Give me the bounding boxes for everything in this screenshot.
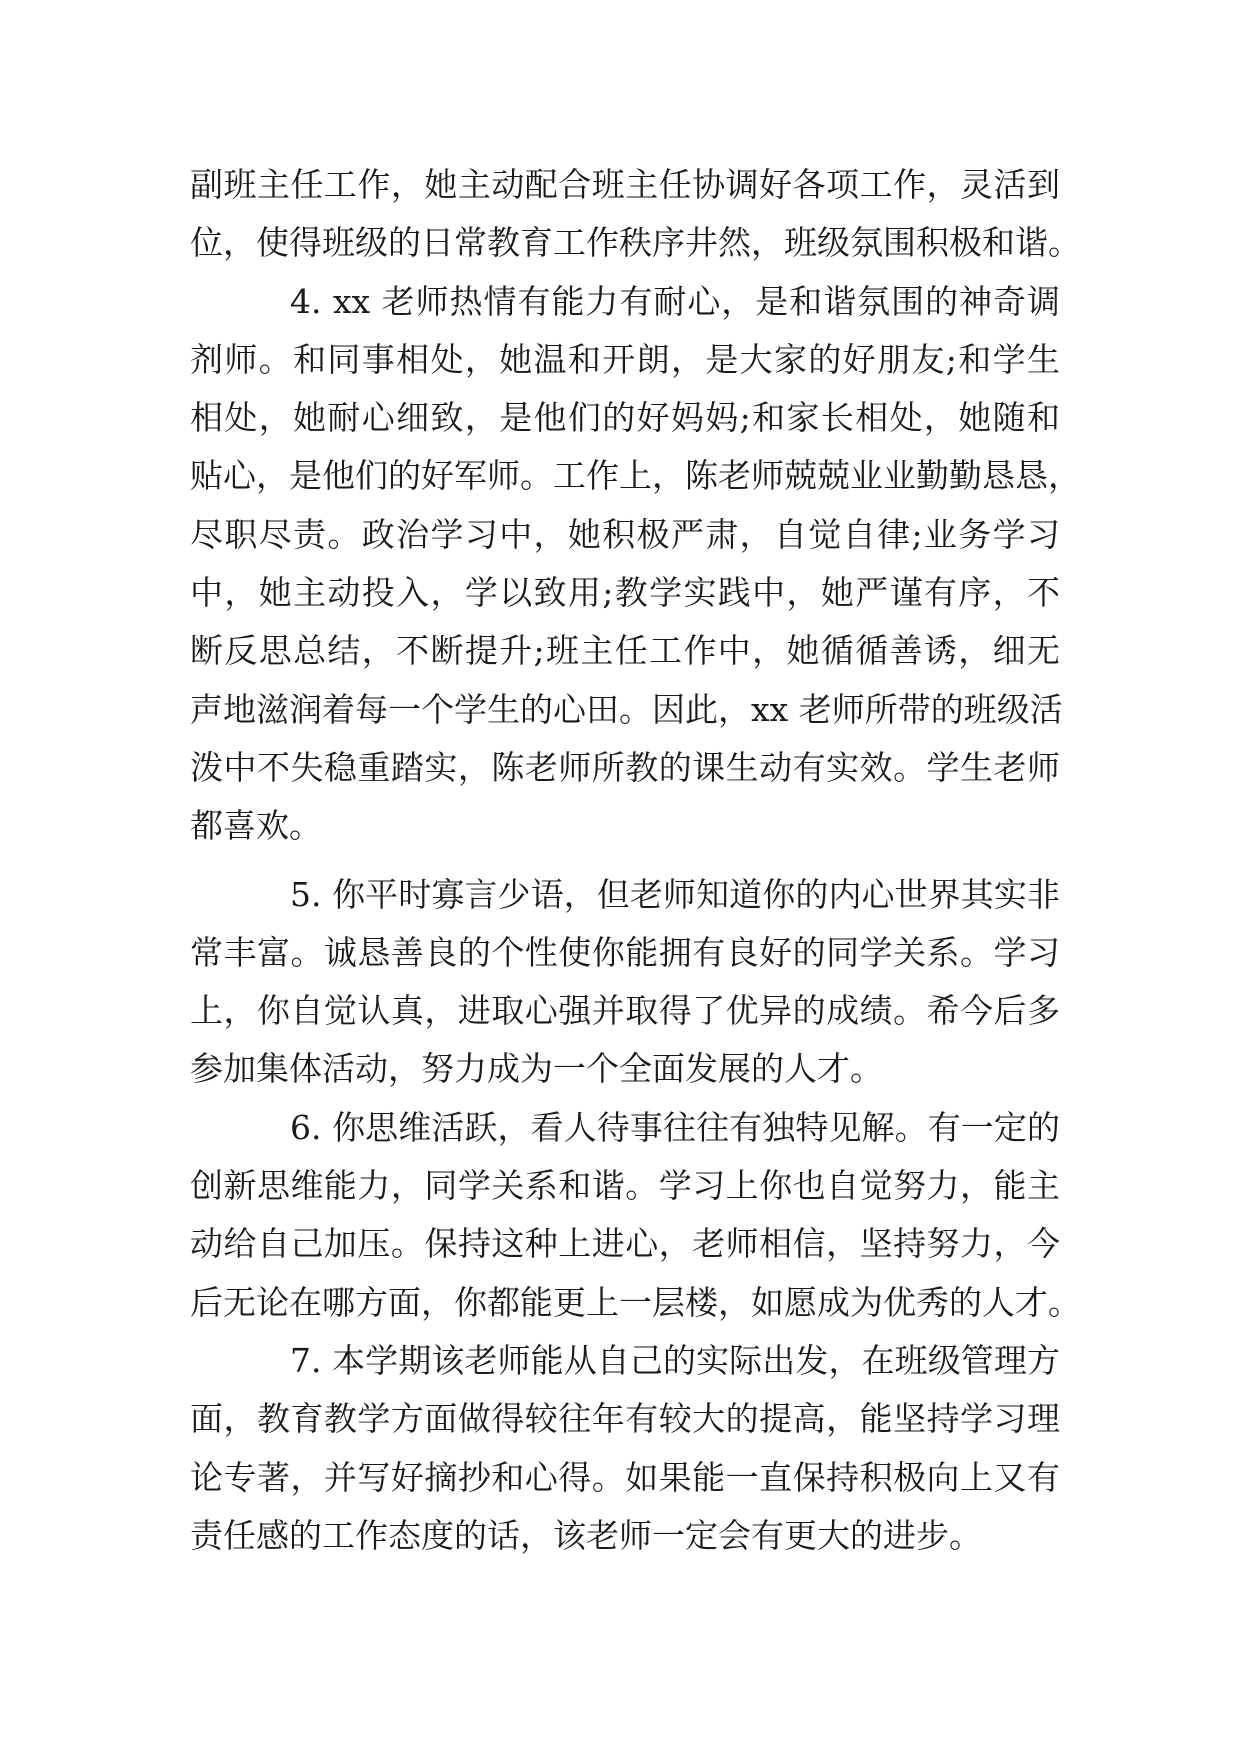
text-line: 创新思维能力，同学关系和谐。学习上你也自觉努力，能主: [190, 1166, 1060, 1206]
paragraph: [190, 1332, 1060, 1565]
paragraph: [190, 866, 1060, 1099]
text-line: 7. 本学期该老师能从自己的实际出发，在班级管理方: [290, 1340, 1060, 1380]
text-line: 位，使得班级的日常教育工作秩序井然，班级氛围积极和谐。: [190, 223, 1081, 263]
paragraph-spacer: [190, 856, 1060, 866]
text-line: 6. 你思维活跃，看人待事往往有独特见解。有一定的: [290, 1107, 1060, 1147]
text-line: 面，教育教学方面做得较往年有较大的提高，能坚持学习理: [190, 1399, 1060, 1439]
text-line: 参加集体活动，努力成为一个全面发展的人才。: [190, 1049, 883, 1089]
paragraph: [190, 156, 1081, 273]
text-line: 泼中不失稳重踏实，陈老师所教的课生动有实效。学生老师: [190, 747, 1060, 787]
text-line: 都喜欢。: [190, 806, 322, 846]
text-line: 剂师。和同事相处，她温和开朗，是大家的好朋友;和学生: [190, 339, 1060, 379]
text-line: 上，你自觉认真，进取心强并取得了优异的成绩。希今后多: [190, 991, 1060, 1031]
paragraph: [190, 1099, 1081, 1332]
text-line: 中，她主动投入，学以致用;教学实践中，她严谨有序，不: [190, 573, 1060, 613]
text-line: 后无论在哪方面，你都能更上一层楼，如愿成为优秀的人才。: [190, 1282, 1081, 1322]
text-line: 4. xx 老师热情有能力有耐心，是和谐氛围的神奇调: [290, 281, 1060, 321]
text-line: 尽职尽责。政治学习中，她积极严肃，自觉自律;业务学习: [190, 514, 1060, 554]
text-line: 断反思总结，不断提升;班主任工作中，她循循善诱，细无: [190, 631, 1060, 671]
text-line: 副班主任工作，她主动配合班主任协调好各项工作，灵活到: [190, 165, 1060, 204]
text-line: 相处，她耐心细致，是他们的好妈妈;和家长相处，她随和: [190, 398, 1060, 438]
paragraph: [190, 273, 1081, 856]
text-line: 5. 你平时寡言少语，但老师知道你的内心世界其实非: [290, 874, 1060, 914]
text-line: 贴心，是他们的好军师。工作上，陈老师兢兢业业勤勤恳恳，: [190, 456, 1081, 496]
text-line: 动给自己加压。保持这种上进心，老师相信，坚持努力，今: [190, 1224, 1060, 1264]
text-line: 常丰富。诚恳善良的个性使你能拥有良好的同学关系。学习: [190, 932, 1060, 972]
text-line: 论专著，并写好摘抄和心得。如果能一直保持积极向上又有: [190, 1457, 1060, 1497]
text-line: 声地滋润着每一个学生的心田。因此，xx 老师所带的班级活: [190, 689, 1063, 729]
body-text: [190, 156, 1081, 1565]
text-line: 责任感的工作态度的话，该老师一定会有更大的进步。: [190, 1515, 982, 1555]
